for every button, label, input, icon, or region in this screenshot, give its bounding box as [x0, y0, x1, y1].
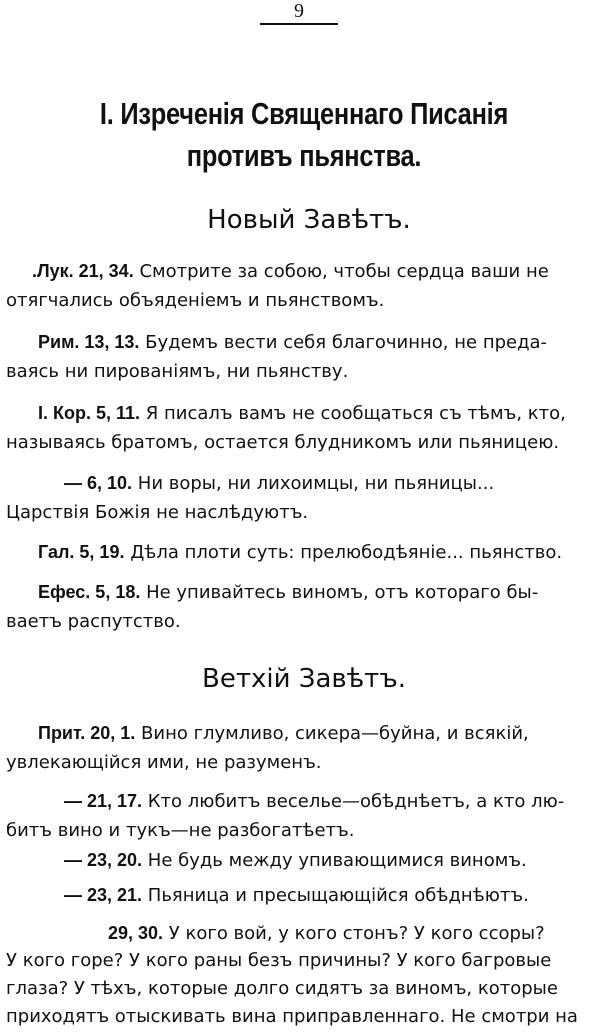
verse-line [38, 327, 598, 358]
verse-continuation [6, 428, 598, 458]
verse-line [38, 537, 598, 568]
verse-line [64, 845, 598, 876]
verse-continuation [6, 607, 598, 637]
verse-entry [38, 327, 598, 358]
verse-continuation [6, 1002, 598, 1032]
verse-line [108, 918, 598, 949]
new-testament-heading: Новый Завѣтъ. [207, 205, 411, 235]
verse-continuation [6, 286, 598, 316]
verse-line [64, 468, 598, 499]
verse-text: Вино глумливо, сикера—буйна, и всякій, [141, 723, 529, 744]
verse-text: глаза? У тѣхъ, которые долго сидятъ за виномъ, которые [6, 978, 558, 999]
verse-continuation [6, 357, 598, 387]
verse-text: битъ вино и тукъ—не разбогатѣетъ. [6, 820, 355, 841]
chapter-title-line-2: противъ пьянства. [186, 138, 422, 173]
verse-reference: 29, 30. [108, 923, 164, 943]
verse-line [64, 786, 598, 817]
verse-entry [38, 537, 598, 568]
verse-continuation [6, 946, 598, 976]
verse-text: Царствія Божія не наслѣдуютъ. [6, 502, 309, 523]
verse-text: Смотрите за собою, чтобы сердца ваши не [139, 261, 549, 282]
verse-line [32, 256, 598, 287]
verse-text: Будемъ вести себя благочинно, не преда- [145, 332, 548, 353]
verse-text: Не будь между упивающимися виномъ. [147, 850, 527, 871]
verse-reference: Ефес. 5, 18. [38, 582, 141, 602]
verse-line [38, 718, 598, 749]
verse-line [38, 577, 598, 608]
verse-text: Ни воры, ни лихоимцы, ни пьяницы... [137, 473, 495, 494]
verse-text: увлекающійся ими, не разуменъ. [6, 752, 322, 773]
verse-text: Дѣла плоти суть: прелюбодѣяніе... пьянство. [130, 542, 563, 563]
verse-entry [64, 845, 598, 876]
verse-text: ваетъ распутство. [6, 611, 181, 632]
verse-text: Не упивайтесь виномъ, отъ котораго бы- [146, 582, 539, 603]
verse-continuation [6, 974, 598, 1004]
verse-reference: I. Кор. 5, 11. [38, 403, 141, 423]
verse-reference: .Лук. 21, 34. [32, 261, 134, 281]
verse-reference: — 21, 17. [64, 791, 143, 811]
verse-text: ваясь ни пированіямъ, ни пьянству. [6, 361, 349, 382]
verse-text: отягчались объяденіемъ и пьянствомъ. [6, 290, 385, 311]
verse-continuation [6, 498, 598, 528]
verse-reference: — 6, 10. [64, 473, 133, 493]
old-testament-heading: Ветхій Завѣтъ. [202, 664, 406, 694]
verse-reference: Гал. 5, 19. [38, 542, 125, 562]
verse-entry [64, 468, 598, 499]
verse-continuation [6, 816, 598, 846]
verse-line [64, 880, 598, 911]
verse-text: Пьяница и пресыщающійся обѣднѣютъ. [147, 885, 529, 906]
verse-reference: — 23, 20. [64, 850, 143, 870]
verse-entry [38, 398, 598, 429]
verse-text: Я писалъ вамъ не сообщаться съ тѣмъ, кто, [145, 403, 566, 424]
verse-entry [38, 718, 598, 749]
verse-reference: — 23, 21. [64, 885, 143, 905]
verse-text: называясь братомъ, остается блудникомъ или пьяницею. [6, 432, 560, 453]
verse-entry [64, 880, 598, 911]
verse-entry [108, 918, 598, 949]
verse-entry [64, 786, 598, 817]
verse-reference: Рим. 13, 13. [38, 332, 140, 352]
verse-line [38, 398, 598, 429]
page-number: 9 [260, 0, 338, 25]
verse-entry [38, 577, 598, 608]
verse-text: Кто любитъ веселье—обѣднѣетъ, а кто лю- [147, 791, 565, 812]
verse-reference: Прит. 20, 1. [38, 723, 136, 743]
verse-text: У кого вой, у кого стонъ? У кого ссоры? [168, 923, 545, 944]
verse-text: приходятъ отыскивать вина приправленнаго. Не смотри на [6, 1006, 578, 1027]
verse-continuation [6, 748, 598, 778]
verse-entry [32, 256, 598, 287]
verse-text: У кого горе? У кого раны безъ причины? У кого багровые [6, 950, 552, 971]
chapter-title-line-1: I. Изреченія Священнаго Писанія [99, 96, 509, 131]
